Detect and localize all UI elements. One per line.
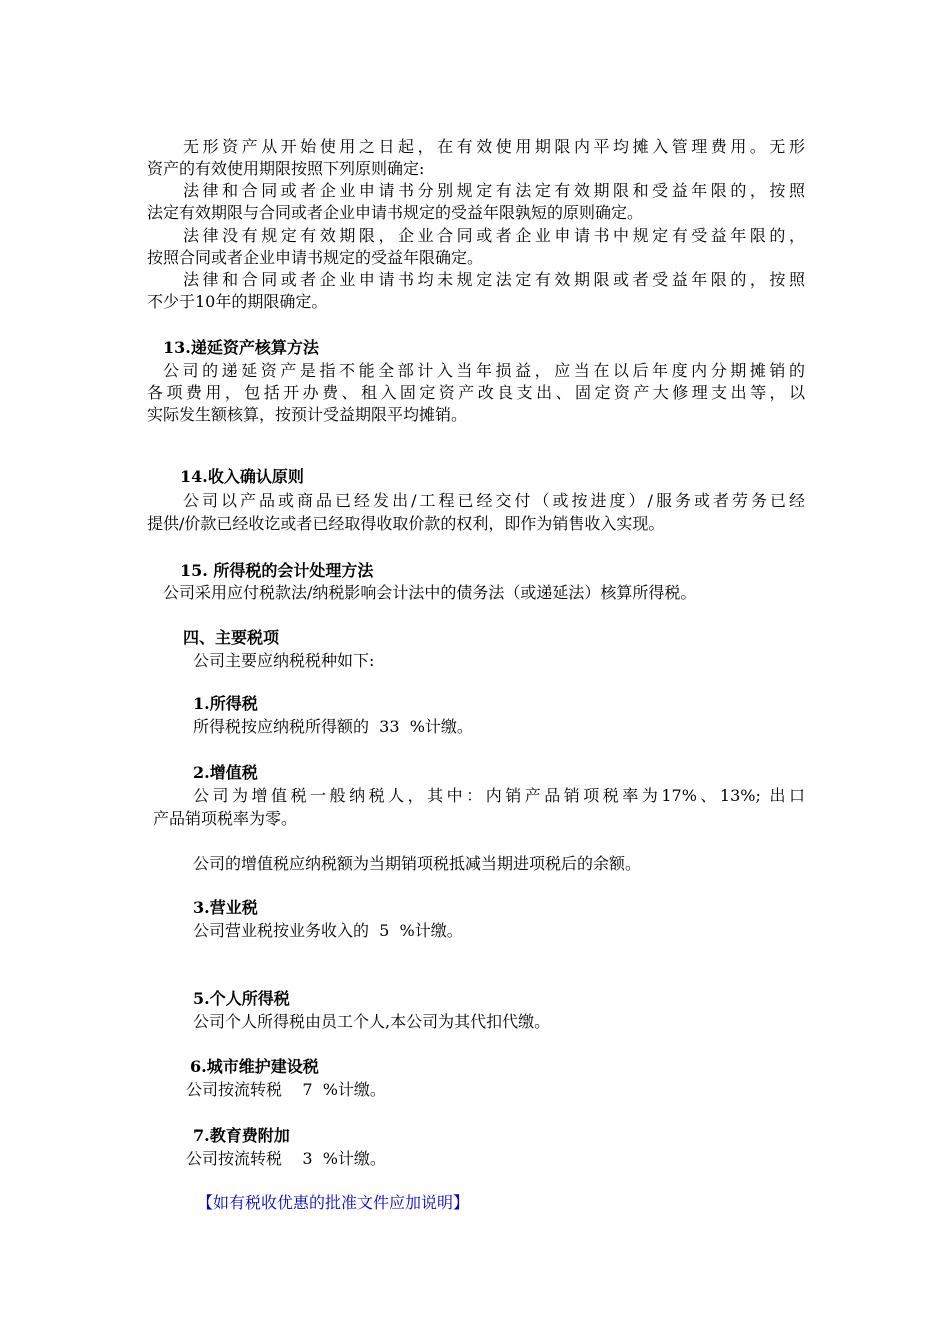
personal-tax-heading: 5.个人所得税 [193,989,290,1008]
business-tax-heading: 3.营业税 [193,898,258,917]
section-14-line1: 公司以产品或商品已经发出/工程已经交付（或按进度）/服务或者劳务已经 [183,491,805,510]
personal-tax-line: 公司个人所得税由员工个人,本公司为其代扣代缴。 [193,1012,551,1031]
section-13-heading: 13.递延资产核算方法 [163,338,319,357]
section-13-line2: 各项费用，包括开办费、租入固定资产改良支出、固定资产大修理支出等，以 [147,383,805,402]
section-14-heading: 14.收入确认原则 [180,467,304,486]
urban-tax-line: 公司按流转税 7 %计缴。 [186,1080,386,1099]
income-tax-line: 所得税按应纳税所得额的 33 %计缴。 [193,717,473,736]
urban-tax-heading: 6.城市维护建设税 [190,1057,319,1076]
intangible-p1-line2: 资产的有效使用期限按照下列原则确定: [147,159,425,178]
section-13-line1: 公司的递延资产是指不能全部计入当年损益，应当在以后年度内分期摊销的 [163,361,805,380]
vat-line1: 公司为增值税一般纳税人，其中：内销产品销项税率为17%、13%; 出口 [193,786,805,805]
intangible-p4-line2: 不少于10年的期限确定。 [147,292,328,311]
section-4-intro: 公司主要应纳税税种如下: [193,651,375,670]
education-tax-line: 公司按流转税 3 %计缴。 [186,1149,386,1168]
intangible-p2-line2: 法定有效期限与合同或者企业申请书规定的受益年限孰短的原则确定。 [147,203,644,222]
vat-line3: 公司的增值税应纳税额为当期销项税抵减当期进项税后的余额。 [193,854,642,873]
education-tax-heading: 7.教育费附加 [193,1126,290,1145]
section-15-line: 公司采用应付税款法/纳税影响会计法中的债务法（或递延法）核算所得税。 [163,583,697,602]
business-tax-line: 公司营业税按业务收入的 5 %计缴。 [193,921,463,940]
intangible-p3-line2: 按照合同或者企业申请书规定的受益年限确定。 [147,248,484,267]
intangible-p1-line1: 无形资产从开始使用之日起，在有效使用期限内平均摊入管理费用。无形 [183,137,805,156]
intangible-p4-line1: 法律和合同或者企业申请书均未规定法定有效期限或者受益年限的，按照 [183,270,805,289]
tax-incentive-note: 【如有税收优惠的批准文件应加说明】 [197,1193,470,1212]
intangible-p2-line1: 法律和合同或者企业申请书分别规定有法定有效期限和受益年限的，按照 [183,181,805,200]
intangible-p3-line1: 法律没有规定有效期限，企业合同或者企业申请书中规定有受益年限的， [183,226,805,245]
section-15-heading: 15. 所得税的会计处理方法 [180,561,374,580]
section-14-line2: 提供/价款已经收讫或者已经取得收取价款的权利，即作为销售收入实现。 [147,514,665,533]
vat-heading: 2.增值税 [193,763,258,782]
vat-line2: 产品销项税率为零。 [153,809,298,828]
section-13-line3: 实际发生额核算，按预计受益期限平均摊销。 [147,405,468,424]
section-4-heading: 四、主要税项 [183,628,280,647]
income-tax-heading: 1.所得税 [193,694,258,713]
